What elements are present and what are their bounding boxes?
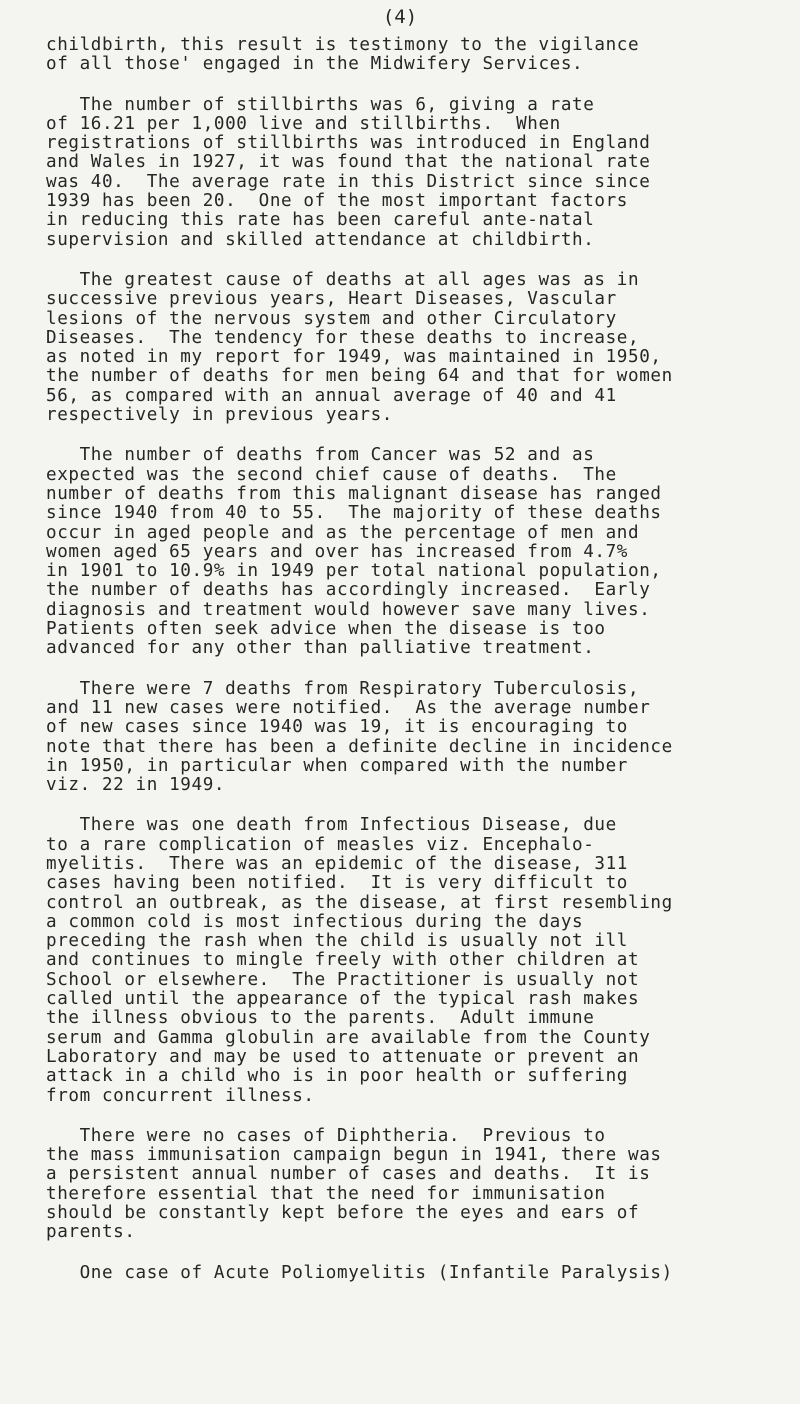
paragraph-gap [46,659,786,680]
text-line: the number of deaths for men being 64 and that for women [46,366,673,387]
text-line: in reducing this rate has been careful ante-natal [46,210,595,231]
text-line: and continues to mingle freely with other children at [46,950,640,971]
text-line: myelitis. There was an epidemic of the disease, 311 [46,853,629,874]
text-line: 1939 has been 20. One of the most important factors [46,191,629,212]
text-line: in 1950, in particular when compared with the number [46,755,629,776]
text-line: of all those' engaged in the Midwifery Services. [46,54,584,75]
text-line: parents. [46,1222,136,1243]
paragraph-gap [46,1243,786,1264]
text-line: Laboratory and may be used to attenuate or prevent an [46,1046,640,1067]
text-line: registrations of stillbirths was introduced in England [46,133,651,154]
text-line: attack in a child who is in poor health or suffering [46,1066,629,1087]
text-line: called until the appearance of the typical rash makes [46,989,640,1010]
paragraph-gap [46,425,786,446]
paragraph [46,271,786,425]
text-line: lesions of the nervous system and other Circulatory [46,308,617,329]
text-line: There were 7 deaths from Respiratory Tuberculosis, [46,678,640,699]
text-line: childbirth, this result is testimony to the vigilance [46,35,640,55]
text-line: diagnosis and treatment would however save many lives. [46,599,651,620]
text-line: advanced for any other than palliative treatment. [46,638,595,659]
text-line: cases having been notified. It is very difficult to [46,873,629,894]
text-line: School or elsewhere. The Practitioner is usually not [46,969,640,990]
text-line: expected was the second chief cause of deaths. The [46,464,617,485]
paragraph-gap [46,250,786,271]
text-line: The greatest cause of deaths at all ages was as in [46,269,640,290]
text-line: control an outbreak, as the disease, at first resembling [46,892,673,913]
text-line: Diseases. The tendency for these deaths to increase, [46,327,640,348]
text-line: Patients often seek advice when the disease is too [46,619,606,640]
text-line: preceding the rash when the child is usually not ill [46,931,629,952]
text-line: should be constantly kept before the eyes and ears of [46,1203,640,1224]
text-line: in 1901 to 10.9% in 1949 per total national population, [46,561,662,582]
paragraph [46,1264,786,1283]
paragraph [46,1127,786,1243]
text-line: note that there has been a definite decline in incidence [46,736,673,757]
text-line: occur in aged people and as the percentage of men and [46,522,640,543]
text-line: supervision and skilled attendance at childbirth. [46,229,595,250]
text-line: the number of deaths has accordingly increased. Early [46,580,651,601]
paragraph [46,816,786,1105]
text-line: The number of deaths from Cancer was 52 and as [46,445,595,466]
text-line: of 16.21 per 1,000 live and stillbirths. When [46,113,561,134]
text-line: was 40. The average rate in this District since since [46,171,651,192]
text-line: viz. 22 in 1949. [46,775,226,796]
text-line: and 11 new cases were notified. As the average number [46,697,651,718]
text-line: There was one death from Infectious Disease, due [46,815,617,836]
paragraph [46,680,786,796]
text-line: 56, as compared with an annual average of 40 and 41 [46,385,617,406]
text-line: One case of Acute Poliomyelitis (Infantile Paralysis) [46,1262,673,1283]
paragraph [46,96,786,250]
text-line: number of deaths from this malignant disease has ranged [46,483,662,504]
document-body [46,36,786,1283]
text-line: to a rare complication of measles viz. Encephalo- [46,834,595,855]
text-line: successive previous years, Heart Diseases, Vascular [46,289,617,310]
text-line: women aged 65 years and over has increased from 4.7% [46,541,629,562]
text-line: The number of stillbirths was 6, giving a rate [46,94,595,115]
paragraph [46,446,786,658]
paragraph-gap [46,75,786,96]
page-number: (4) [382,6,418,28]
paragraph-gap [46,795,786,816]
text-line: There were no cases of Diphtheria. Previous to [46,1125,606,1146]
text-line: therefore essential that the need for immunisation [46,1183,606,1204]
text-line: as noted in my report for 1949, was maintained in 1950, [46,347,662,368]
paragraph-gap [46,1106,786,1127]
text-line: a common cold is most infectious during the days [46,911,584,932]
paragraph [46,36,786,75]
text-line: a persistent annual number of cases and deaths. It is [46,1164,651,1185]
text-line: of new cases since 1940 was 19, it is encouraging to [46,717,629,738]
text-line: from concurrent illness. [46,1085,315,1106]
text-line: respectively in previous years. [46,405,393,426]
text-line: and Wales in 1927, it was found that the national rate [46,152,651,173]
text-line: since 1940 from 40 to 55. The majority of these deaths [46,503,662,524]
text-line: the illness obvious to the parents. Adult immune [46,1008,595,1029]
text-line: serum and Gamma globulin are available from the County [46,1027,651,1048]
text-line: the mass immunisation campaign begun in 1941, there was [46,1145,662,1166]
